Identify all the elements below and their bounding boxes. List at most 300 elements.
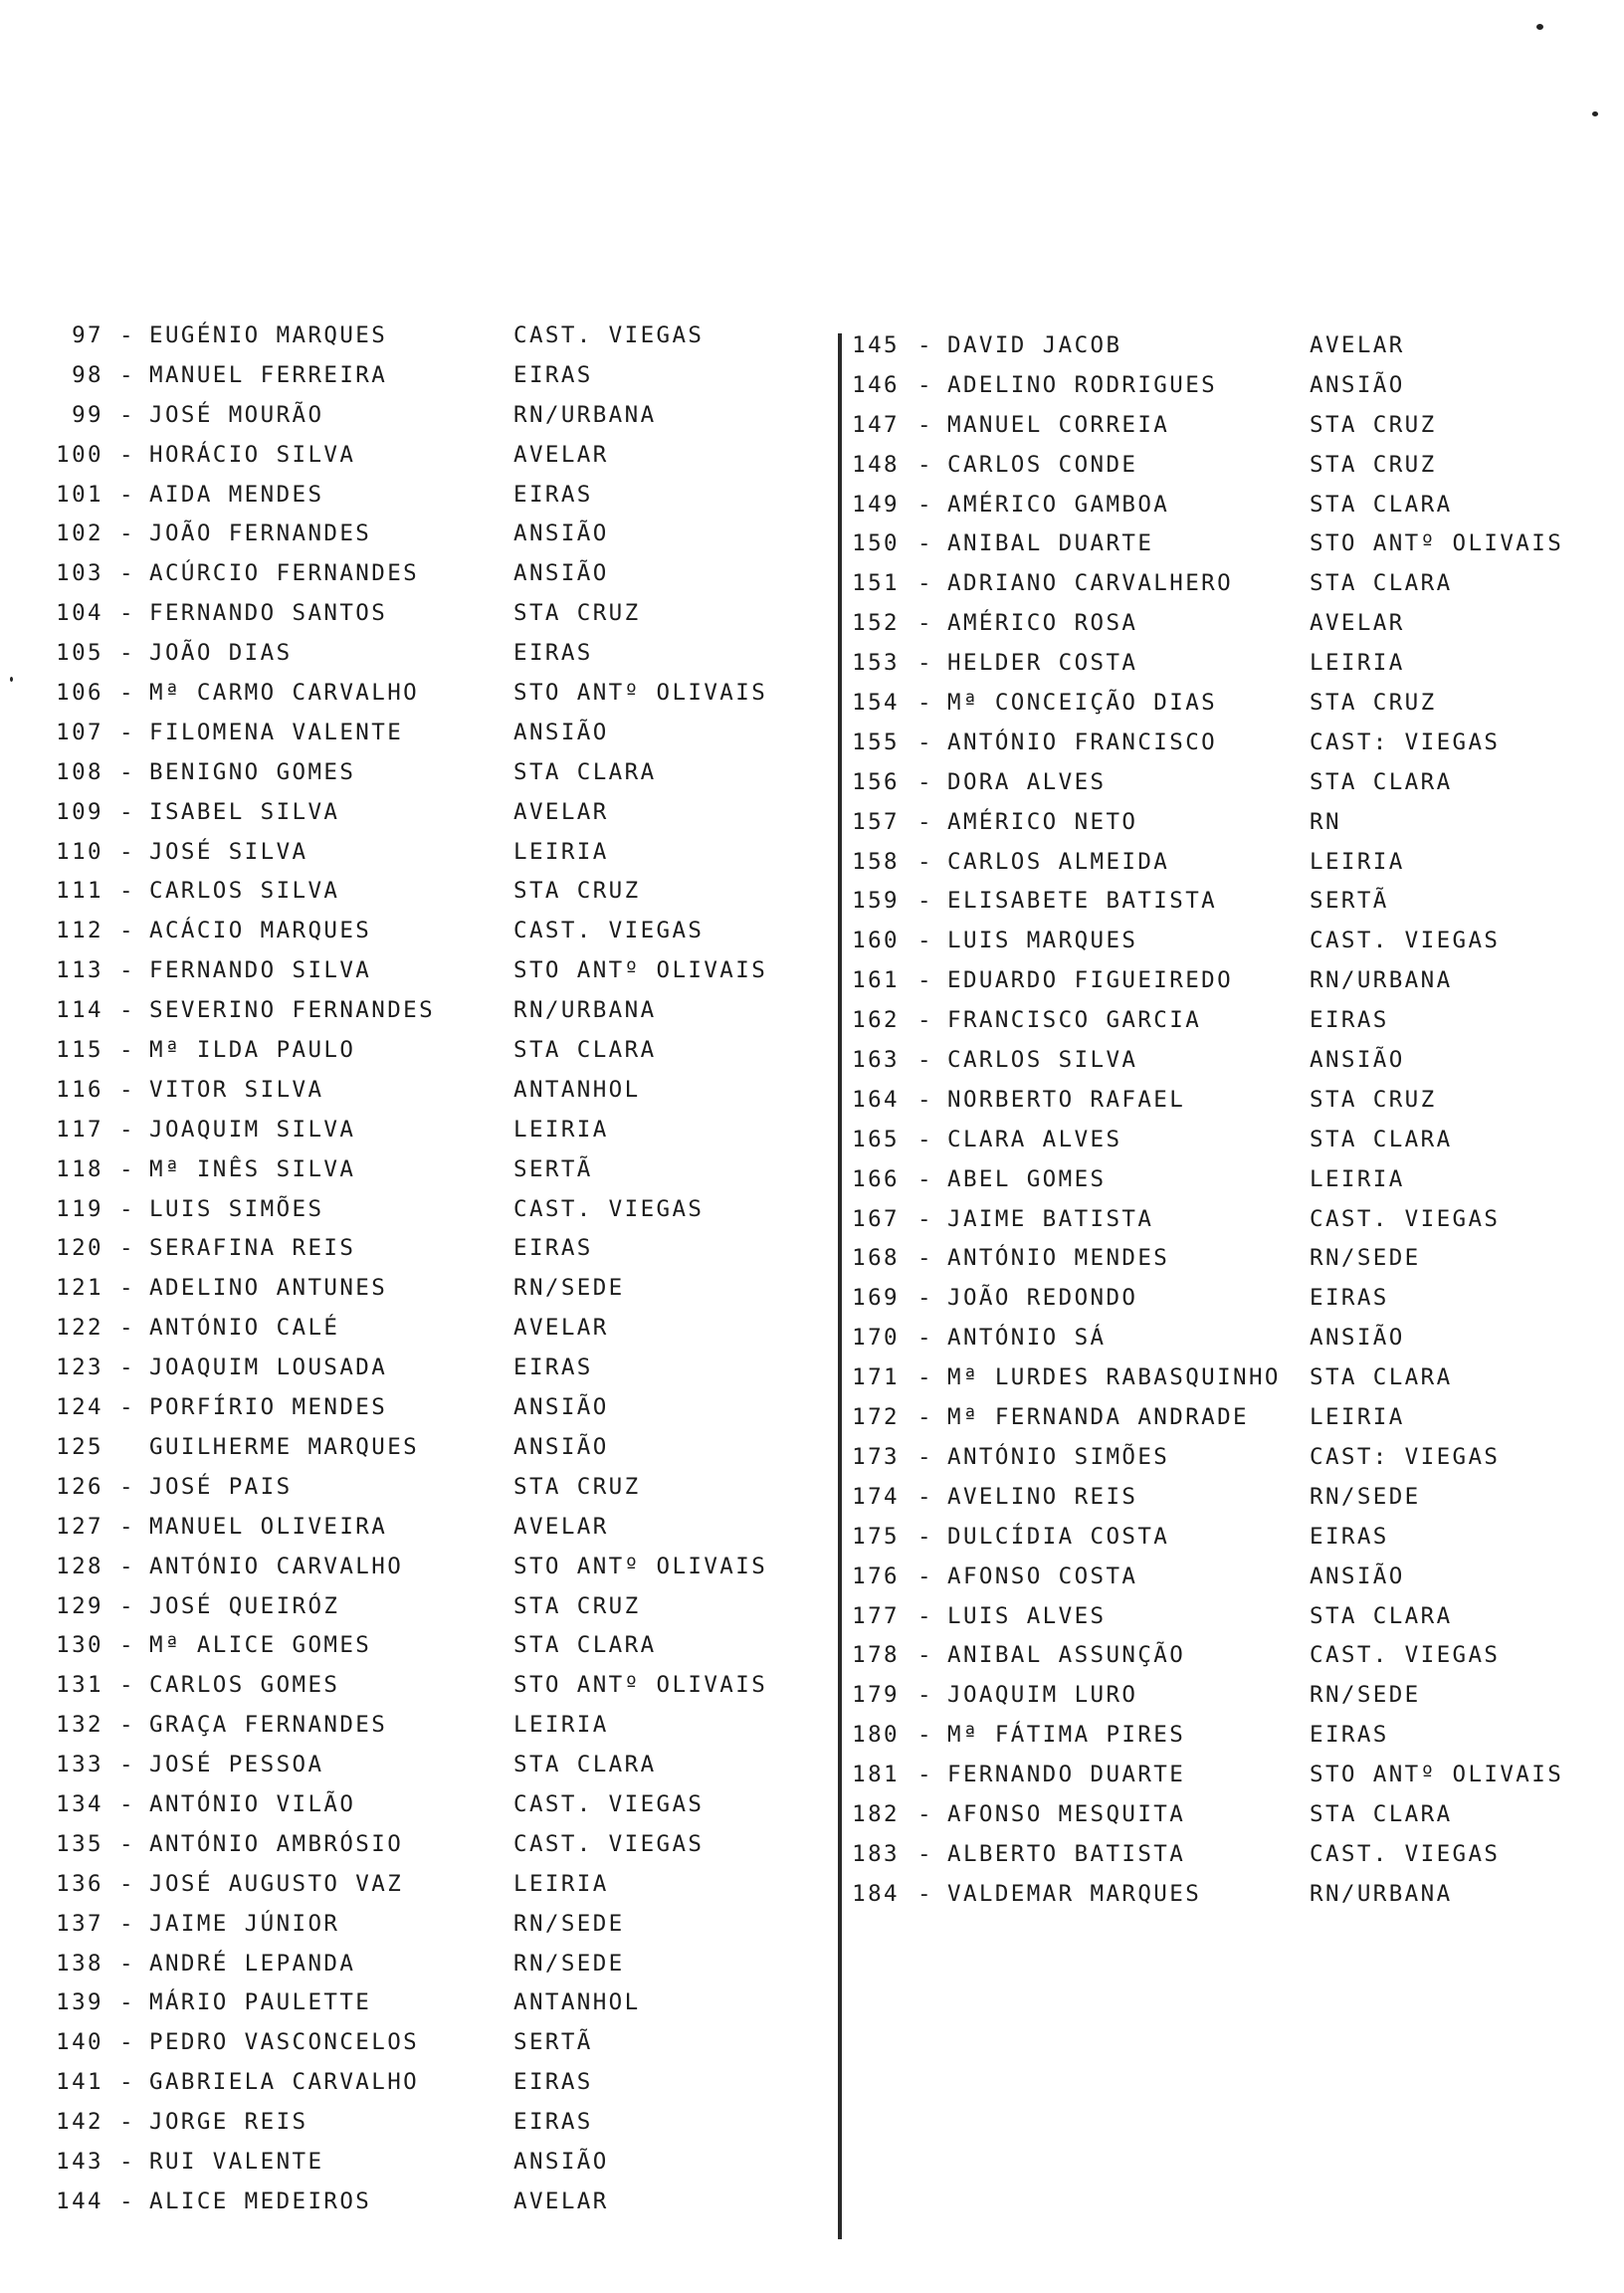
entry-dash: - [119,838,135,865]
list-item [50,1991,806,2031]
entry-dash: - [917,690,933,717]
list-item [852,1086,1588,1129]
entry-place: CAST: VIEGAS [1310,729,1501,755]
entry-place: RN [1310,808,1341,835]
entry-name: BENIGNO GOMES [149,758,356,785]
entry-name: JOAQUIM LOUSADA [149,1355,388,1381]
list-item [852,1840,1588,1883]
entry-place: STA CLARA [513,1632,657,1659]
entry-place: STA CLARA [513,758,657,785]
list-item [852,1483,1588,1526]
entry-dash: - [119,1513,135,1540]
entry-number: 160 [852,928,900,954]
entry-dash: - [119,758,135,785]
entry-dash: - [917,848,933,875]
entry-name: JAIME BATISTA [947,1205,1154,1232]
entry-number: 144 [56,2188,103,2214]
list-item [852,848,1588,891]
entry-name: CARLOS GOMES [149,1672,340,1699]
list-item [852,1565,1588,1605]
list-item [50,1513,806,1556]
entry-number: 128 [56,1553,103,1579]
entry-name: DULCÍDIA COSTA [947,1523,1170,1550]
entry-number: 165 [852,1126,900,1152]
entry-name: CARLOS ALMEIDA [947,848,1170,875]
entry-name: Mª FERNANDA ANDRADE [947,1404,1249,1431]
entry-dash: - [119,1632,135,1659]
entry-dash: - [119,1950,135,1977]
entry-dash: - [119,560,135,587]
entry-dash: - [917,530,933,557]
entry-dash: - [119,957,135,984]
list-item [852,1366,1588,1406]
entry-dash: - [917,570,933,597]
list-item [50,2071,806,2111]
list-item [852,1049,1588,1089]
entry-number: 124 [56,1394,103,1421]
entry-dash: - [119,1155,135,1182]
entry-place: EIRAS [1310,1007,1389,1034]
list-item [50,1317,806,1356]
entry-place: RN/SEDE [513,1950,625,1977]
entry-place: STA CLARA [1310,570,1453,597]
entry-place: ANSIÃO [513,1394,609,1421]
entry-number: 153 [852,650,900,677]
entry-number: 151 [852,570,900,597]
entry-number: 121 [56,1275,103,1302]
entry-number: 180 [852,1722,900,1749]
list-item [50,522,806,562]
list-item [50,682,806,722]
list-item [852,768,1588,811]
entry-place: RN/URBANA [1310,967,1453,994]
entry-dash: - [917,1285,933,1312]
entry-dash: - [917,411,933,438]
entry-place: STA CLARA [1310,1364,1453,1391]
list-item [852,1287,1588,1327]
entry-number: 136 [56,1870,103,1897]
entry-number: 135 [56,1830,103,1857]
entry-name: ALICE MEDEIROS [149,2188,372,2214]
entry-dash: - [917,1007,933,1034]
entry-dash: - [119,441,135,468]
entry-name: AFONSO COSTA [947,1563,1138,1589]
list-item [50,798,806,841]
entry-name: VALDEMAR MARQUES [947,1880,1202,1907]
entry-place: LEIRIA [513,838,609,865]
entry-dash: - [119,997,135,1024]
entry-name: JOSÉ SILVA [149,838,308,865]
entry-place: ANSIÃO [513,719,609,745]
entry-name: LUIS ALVES [947,1602,1107,1629]
list-item [50,1830,806,1873]
entry-place: RN/URBANA [1310,1880,1453,1907]
entry-number: 179 [852,1682,900,1709]
entry-name: Mª ILDA PAULO [149,1037,356,1064]
entry-number: 143 [56,2148,103,2175]
entry-dash: - [917,1443,933,1470]
list-item [50,1116,806,1158]
entry-place: LEIRIA [1310,1404,1405,1431]
entry-dash: - [119,1712,135,1739]
entry-dash: - [119,1076,135,1103]
entry-dash: - [119,1830,135,1857]
entry-place: RN/SEDE [513,1275,625,1302]
entry-dash: - [119,1275,135,1302]
list-item [852,652,1588,692]
entry-number: 171 [852,1364,900,1391]
entry-dash: - [119,1910,135,1937]
entry-dash: - [119,2069,135,2096]
entry-place: LEIRIA [1310,848,1405,875]
entry-dash: - [917,888,933,915]
right-column [852,334,1588,1923]
list-item [852,334,1588,374]
entry-dash: - [119,1315,135,1342]
entry-number: 181 [852,1762,900,1788]
entry-place: STA CRUZ [1310,411,1437,438]
entry-number: 138 [56,1950,103,1977]
entry-dash: - [917,1762,933,1788]
entry-number: 116 [56,1076,103,1103]
entry-place: EIRAS [513,2069,593,2096]
entry-name: FERNANDO SILVA [149,957,372,984]
list-item [50,1155,806,1198]
entry-name: JOSÉ QUEIRÓZ [149,1592,340,1619]
entry-name: LUIS SIMÕES [149,1195,324,1222]
entry-place: STA CRUZ [513,600,641,627]
list-item [852,1523,1588,1565]
list-item [50,1870,806,1913]
list-item [852,1764,1588,1803]
entry-dash: - [917,650,933,677]
entry-dash: - [917,1126,933,1152]
list-item [50,2190,806,2230]
entry-name: AMÉRICO NETO [947,808,1138,835]
entry-place: ANSIÃO [513,560,609,587]
entry-number: 127 [56,1513,103,1540]
entry-name: ANTÓNIO VILÃO [149,1790,356,1817]
entry-number: 150 [852,530,900,557]
entry-dash: - [917,1165,933,1192]
entry-dash: - [119,1989,135,2016]
entry-number: 170 [852,1325,900,1352]
entry-name: HORÁCIO SILVA [149,441,356,468]
entry-place: EIRAS [1310,1722,1389,1749]
entry-name: JOAQUIM SILVA [149,1116,356,1143]
entry-dash: - [917,808,933,835]
entry-place: CAST. VIEGAS [513,1195,705,1222]
entry-dash: - [917,1086,933,1113]
entry-number: 133 [56,1752,103,1778]
entry-number: 131 [56,1672,103,1699]
entry-number: 178 [852,1642,900,1669]
entry-number: 125 [56,1433,103,1460]
entry-name: ANIBAL DUARTE [947,530,1154,557]
entry-name: FERNANDO SANTOS [149,600,388,627]
entry-place: RN/SEDE [1310,1245,1421,1272]
entry-place: STA CLARA [1310,768,1453,795]
entry-place: EIRAS [1310,1285,1389,1312]
list-item [852,1126,1588,1168]
list-item [50,2111,806,2151]
entry-dash: - [917,1682,933,1709]
entry-name: JAIME JÚNIOR [149,1910,340,1937]
entry-place: STA CRUZ [1310,690,1437,717]
list-item [50,1553,806,1595]
entry-place: RN/SEDE [1310,1483,1421,1510]
list-item [50,1634,806,1674]
list-item [50,562,806,602]
entry-place: RN/URBANA [513,401,657,428]
entry-dash: - [119,878,135,905]
entry-name: AVELINO REIS [947,1483,1138,1510]
entry-dash: - [119,521,135,547]
entry-dash: - [119,600,135,627]
entry-place: ANSIÃO [513,521,609,547]
list-item [852,411,1588,454]
entry-dash: - [119,1473,135,1500]
entry-name: JOSÉ MOURÃO [149,401,324,428]
entry-number: 99 [72,401,103,428]
entry-dash: - [119,2109,135,2136]
list-item [50,999,806,1039]
entry-place: STO ANTº OLIVAIS [1310,1762,1564,1788]
entry-number: 174 [852,1483,900,1510]
entry-place: STA CLARA [513,1037,657,1064]
entry-place: EIRAS [513,2109,593,2136]
entry-name: MÁRIO PAULETTE [149,1989,372,2016]
entry-name: CARLOS CONDE [947,451,1138,478]
entry-dash: - [119,1870,135,1897]
entry-dash: - [917,1800,933,1827]
entry-name: PORFÍRIO MENDES [149,1394,388,1421]
entry-place: AVELAR [1310,332,1405,358]
entry-number: 134 [56,1790,103,1817]
entry-dash: - [917,1483,933,1510]
entry-dash: - [917,1840,933,1867]
entry-dash: - [119,1355,135,1381]
entry-dash: - [917,451,933,478]
entry-name: AIDA MENDES [149,481,324,508]
list-item [50,1076,806,1119]
entry-dash: - [119,2188,135,2214]
list-item [852,1327,1588,1366]
entry-name: EDUARDO FIGUEIREDO [947,967,1234,994]
entry-name: Mª CARMO CARVALHO [149,680,420,707]
entry-dash: - [119,1235,135,1262]
entry-dash: - [917,491,933,518]
entry-number: 120 [56,1235,103,1262]
entry-name: DAVID JACOB [947,332,1122,358]
entry-place: STO ANTº OLIVAIS [513,957,768,984]
entry-place: AVELAR [513,441,609,468]
entry-dash: - [917,610,933,637]
entry-name: Mª CONCEIÇÃO DIAS [947,690,1218,717]
entry-place: EIRAS [513,1235,593,1262]
entry-number: 157 [852,808,900,835]
entry-name: NORBERTO RAFAEL [947,1086,1186,1113]
entry-number: 168 [852,1245,900,1272]
list-item [852,1406,1588,1446]
entry-place: STA CRUZ [1310,451,1437,478]
entry-number: 175 [852,1523,900,1550]
entry-dash: - [119,1790,135,1817]
entry-place: RN/SEDE [1310,1682,1421,1709]
entry-dash: - [917,1642,933,1669]
entry-name: ALBERTO BATISTA [947,1840,1186,1867]
entry-name: JOSÉ PAIS [149,1473,293,1500]
entry-dash: - [119,918,135,944]
list-item [50,719,806,761]
list-item [50,401,806,444]
list-item [50,920,806,959]
list-item [50,1356,806,1396]
entry-number: 154 [852,690,900,717]
entry-place: STO ANTº OLIVAIS [513,680,768,707]
entry-number: 104 [56,600,103,627]
entry-number: 105 [56,640,103,667]
entry-place: STO ANTº OLIVAIS [513,1553,768,1579]
entry-number: 148 [852,451,900,478]
list-item [50,1592,806,1635]
entry-number: 177 [852,1602,900,1629]
entry-number: 147 [852,411,900,438]
entry-dash: - [119,481,135,508]
entry-number: 156 [852,768,900,795]
entry-name: ACÚRCIO FERNANDES [149,560,420,587]
list-item [852,1247,1588,1287]
entry-dash: - [119,1394,135,1421]
entry-name: VITOR SILVA [149,1076,324,1103]
entry-dash: - [917,928,933,954]
list-item [852,451,1588,494]
list-item [50,1237,806,1277]
list-item [852,1205,1588,1248]
list-item [50,361,806,404]
list-item [50,1473,806,1516]
entry-dash: - [917,1722,933,1749]
entry-number: 115 [56,1037,103,1064]
entry-dash: - [917,371,933,398]
entry-name: ADELINO ANTUNES [149,1275,388,1302]
entry-place: LEIRIA [513,1712,609,1739]
entry-place: STA CLARA [1310,1126,1453,1152]
entry-place: SERTÃ [1310,888,1389,915]
entry-place: AVELAR [513,1315,609,1342]
entry-number: 102 [56,521,103,547]
entry-place: STA CLARA [1310,1602,1453,1629]
entry-name: JOÃO FERNANDES [149,521,372,547]
entry-place: LEIRIA [513,1870,609,1897]
entry-name: CARLOS SILVA [947,1047,1138,1074]
entry-number: 97 [72,322,103,348]
entry-number: 107 [56,719,103,745]
entry-number: 183 [852,1840,900,1867]
list-item [50,1396,806,1436]
entry-number: 122 [56,1315,103,1342]
entry-number: 172 [852,1404,900,1431]
entry-dash: - [917,967,933,994]
entry-place: ANSIÃO [513,1433,609,1460]
list-item [852,572,1588,612]
entry-name: SEVERINO FERNANDES [149,997,436,1024]
entry-number: 182 [852,1800,900,1827]
entry-dash: - [119,1037,135,1064]
list-item [852,692,1588,731]
entry-place: CAST. VIEGAS [513,1790,705,1817]
entry-name: AMÉRICO ROSA [947,610,1138,637]
entry-number: 137 [56,1910,103,1937]
entry-number: 155 [852,729,900,755]
entry-number: 103 [56,560,103,587]
entry-place: LEIRIA [1310,1165,1405,1192]
entry-name: JORGE REIS [149,2109,308,2136]
entry-number: 161 [852,967,900,994]
list-item [50,1277,806,1317]
entry-place: SERTÃ [513,1155,593,1182]
entry-place: AVELAR [513,1513,609,1540]
list-item [50,838,806,881]
entry-number: 140 [56,2029,103,2056]
entry-number: 141 [56,2069,103,2096]
entry-place: CAST. VIEGAS [1310,928,1501,954]
entry-name: MANUEL OLIVEIRA [149,1513,388,1540]
list-item [50,1910,806,1953]
entry-number: 158 [852,848,900,875]
entry-dash: - [119,680,135,707]
entry-place: CAST. VIEGAS [1310,1205,1501,1232]
entry-place: CAST. VIEGAS [513,1830,705,1857]
entry-name: JOÃO DIAS [149,640,293,667]
entry-dash: - [917,1364,933,1391]
entry-number: 163 [852,1047,900,1074]
entry-place: CAST. VIEGAS [1310,1642,1501,1669]
entry-number: 123 [56,1355,103,1381]
entry-dash: - [119,2148,135,2175]
entry-number: 114 [56,997,103,1024]
list-item [50,2148,806,2190]
entry-place: STA CLARA [513,1752,657,1778]
entry-number: 167 [852,1205,900,1232]
entry-place: ANTANHOL [513,1989,641,2016]
entry-dash: - [119,1116,135,1143]
entry-dash: - [119,798,135,825]
entry-name: ANTÓNIO SIMÕES [947,1443,1170,1470]
left-column [50,324,806,2230]
entry-place: ANSIÃO [1310,371,1405,398]
entry-name: SERAFINA REIS [149,1235,356,1262]
entry-name: Mª ALICE GOMES [149,1632,372,1659]
entry-dash: - [917,1523,933,1550]
entry-dash: - [119,1553,135,1579]
entry-dash: - [119,322,135,348]
list-item [852,969,1588,1009]
entry-number: 149 [852,491,900,518]
entry-number: 100 [56,441,103,468]
list-item [852,930,1588,969]
entry-name: ANTÓNIO AMBRÓSIO [149,1830,404,1857]
entry-number: 129 [56,1592,103,1619]
entry-name: ADRIANO CARVALHERO [947,570,1234,597]
entry-name: ANIBAL ASSUNÇÃO [947,1642,1186,1669]
list-item [852,731,1588,771]
list-item [50,1754,806,1793]
entry-name: CARLOS SILVA [149,878,340,905]
entry-name: ANTÓNIO MENDES [947,1245,1170,1272]
entry-place: STA CLARA [1310,491,1453,518]
entry-dash: - [119,2029,135,2056]
